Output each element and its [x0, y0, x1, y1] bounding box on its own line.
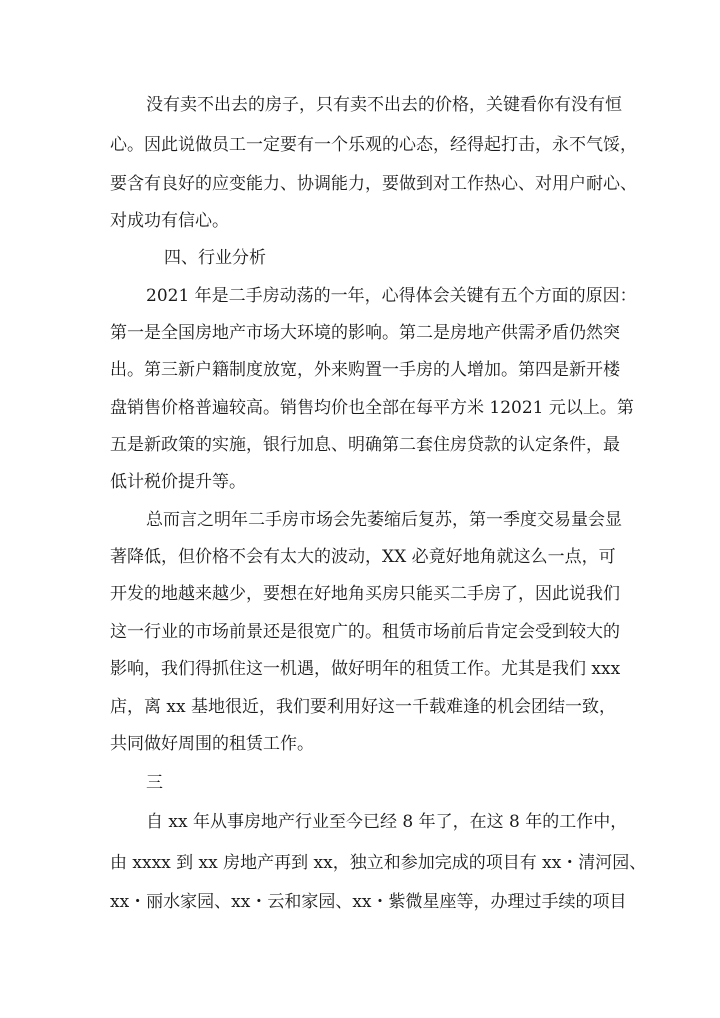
paragraph-line: 影响，我们得抓住这一机遇，做好明年的租赁工作。尤其是我们 xxx [110, 659, 621, 679]
paragraph-line: 总而言之明年二手房市场会先萎缩后复苏，第一季度交易量会显 [146, 510, 622, 530]
paragraph-line: 共同做好周围的租赁工作。 [110, 734, 314, 754]
paragraph-line: 著降低，但价格不会有太大的波动，XX 必竟好地角就这么一点，可 [110, 547, 616, 567]
paragraph-line: 由 xxxx 到 xx 房地产再到 xx，独立和参加完成的项目有 xx・清河园、 [110, 853, 647, 873]
paragraph-line: 没有卖不出去的房子，只有卖不出去的价格，关键看你有没有恒 [146, 95, 622, 115]
paragraph-line: 低计税价提升等。 [110, 472, 246, 492]
paragraph-line: 开发的地越来越少，要想在好地角买房只能买二手房了，因此说我们 [110, 584, 620, 604]
section-heading: 三 [146, 773, 163, 793]
paragraph-line: 五是新政策的实施，银行加息、明确第二套住房贷款的认定条件，最 [110, 435, 620, 455]
paragraph-line: 对成功有信心。 [110, 211, 229, 231]
paragraph-line: 出。第三新户籍制度放宽，外来购置一手房的人增加。第四是新开楼 [110, 360, 620, 380]
paragraph-line: 这一行业的市场前景还是很宽广的。租赁市场前后肯定会受到较大的 [110, 622, 620, 642]
paragraph-line: 盘销售价格普遍较高。销售均价也全部在每平方米 12021 元以上。第 [110, 398, 634, 418]
paragraph-line: 自 xx 年从事房地产行业至今已经 8 年了，在这 8 年的工作中， [146, 812, 628, 832]
paragraph-line: 第一是全国房地产市场大环境的影响。第二是房地产供需矛盾仍然突 [110, 323, 620, 343]
paragraph-line: 店，离 xx 基地很近，我们要利用好这一千载难逢的机会团结一致， [110, 697, 616, 717]
section-heading: 四、行业分析 [164, 248, 266, 268]
paragraph-line: 2021 年是二手房动荡的一年，心得体会关键有五个方面的原因： [146, 286, 637, 306]
paragraph-line: xx・丽水家园、xx・云和家园、xx・紫微星座等，办理过手续的项目 [110, 892, 627, 912]
paragraph-line: 要含有良好的应变能力、协调能力，要做到对工作热心、对用户耐心、 [110, 174, 637, 194]
paragraph-line: 心。因此说做员工一定要有一个乐观的心态，经得起打击，永不气馁， [110, 135, 637, 155]
